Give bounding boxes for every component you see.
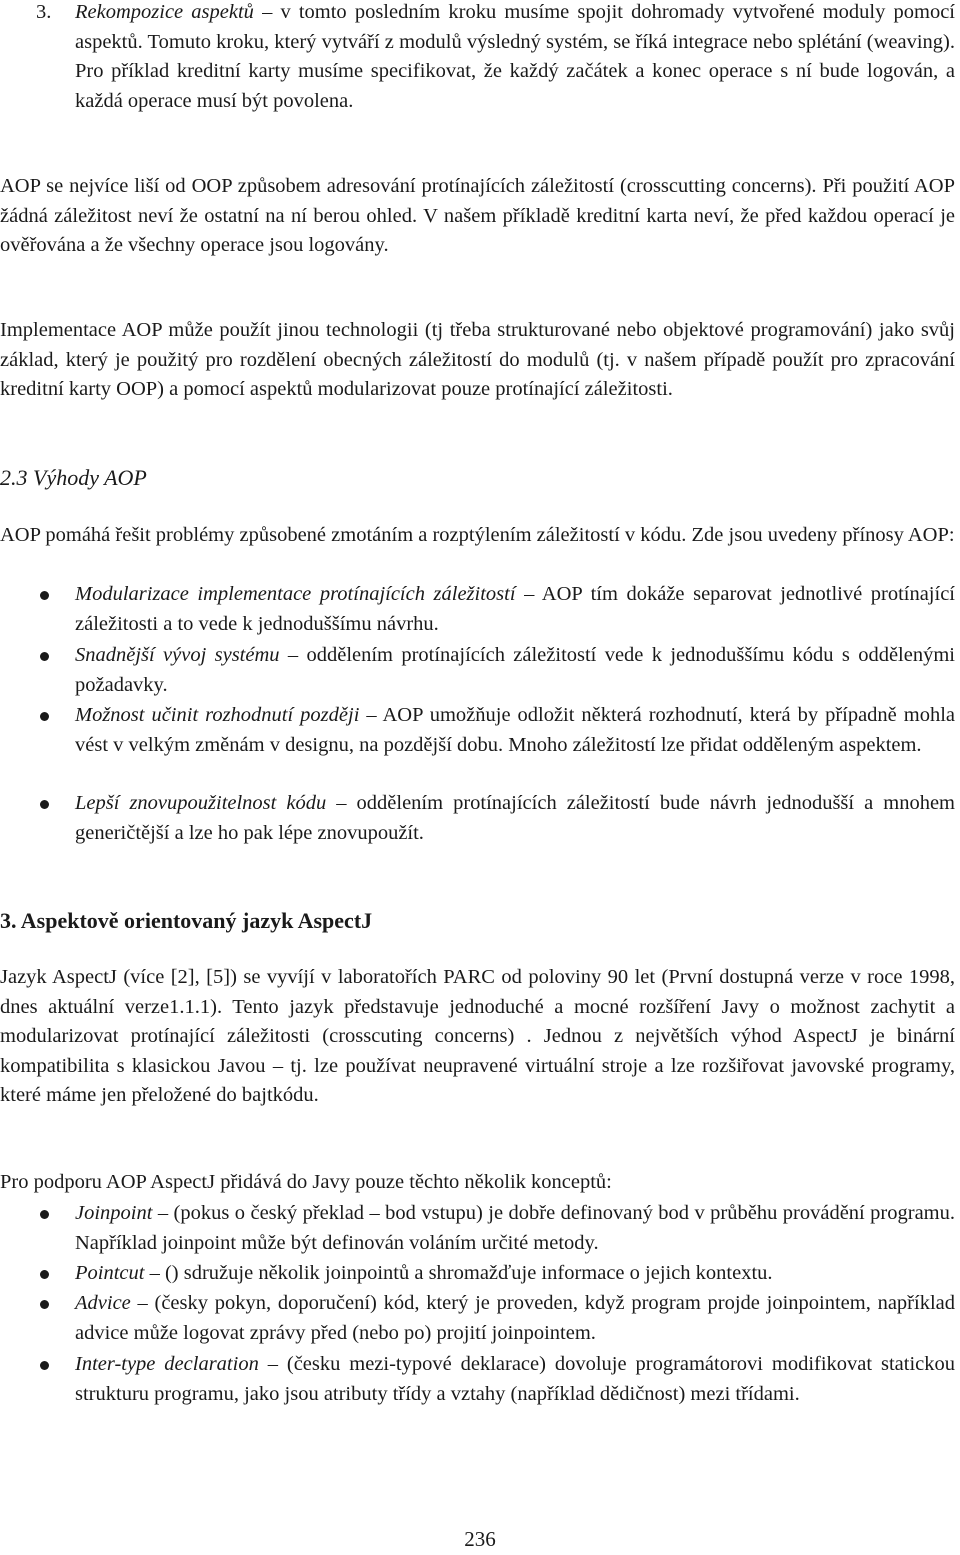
- benefit-term: Možnost učinit rozhodnutí později: [75, 704, 360, 726]
- paragraph-aspectj-concepts-intro: Pro podporu AOP AspectJ přidává do Javy pouze těchto několik konceptů:: [0, 1171, 612, 1193]
- concept-text: [75, 1289, 955, 1348]
- concept-description: – () sdružuje několik joinpointů a shromažďuje informace o jejich kontextu.: [144, 1262, 773, 1284]
- concept-description: – (pokus o český překlad – bod vstupu) je dobře definovaný bod v průběhu provádění programu. Například joinpoint může být definován voláním určité metody.: [75, 1202, 955, 1254]
- benefit-text: [75, 789, 955, 848]
- bullet-icon: [40, 1210, 49, 1219]
- benefit-term: Snadnější vývoj systému: [75, 644, 280, 666]
- bullet-icon: [40, 712, 49, 721]
- benefit-description: – oddělením protínajících záležitostí vede k jednoduššímu kódu s oddělenými požadavky.: [75, 644, 955, 696]
- item-number: 3.: [36, 1, 52, 23]
- benefit-description: – AOP tím dokáže separovat jednotlivé protínající záležitosti a to vede k jednoduššímu návrhu.: [75, 583, 955, 635]
- bullet-icon: [40, 1361, 49, 1370]
- section-heading-3: 3. Aspektově orientovaný jazyk AspectJ: [0, 908, 373, 933]
- benefit-text: [75, 641, 955, 700]
- paragraph-aop-implementation: Implementace AOP může použít jinou technologii (tj třeba strukturované nebo objektové programování) jako svůj základ, který je použitý pro rozdělení obecných záležitostí do modulů (tj. v našem případě použít pro zpracování kreditní karty OOP) a pomocí aspektů modularizovat pouze protínající záležitosti.: [0, 319, 955, 400]
- paragraph-aop-vs-oop: AOP se nejvíce liší od OOP způsobem adresování protínajících záležitostí (crosscutting concerns). Při použití AOP žádná záležitost neví že ostatní na ní berou ohled. V našem příkladě kreditní karta neví, že před každou operací je ověřována a že všechny operace jsou logovány.: [0, 175, 955, 256]
- benefit-text: [75, 580, 955, 639]
- bullet-icon: [40, 800, 49, 809]
- paragraph-aop-benefits-intro: AOP pomáhá řešit problémy způsobené zmotáním a rozptýlením záležitostí v kódu. Zde jsou uvedeny přínosy AOP:: [0, 524, 955, 546]
- bullet-icon: [40, 1300, 49, 1309]
- bullet-icon: [40, 652, 49, 661]
- paragraph-aspectj: Jazyk AspectJ (více [2], [5]) se vyvíjí v laboratořích PARC od poloviny 90 let (První dostupná verze v roce 1998, dnes aktuální verze1.1.1). Tento jazyk představuje jednoduché a mocné rozšíření Javy o možnost zachytit a modularizovat protínající záležitosti (crosscuting concerns) . Jednou z největších výhod AspectJ je binární kompatibilita s klasickou Javou – tj. lze používat neupravené virtuální stroje a lze rozšiřovat javovské programy, které máme jen přeložené do bajtkódu.: [0, 966, 955, 1106]
- bullet-icon: [40, 591, 49, 600]
- item-3-term: Rekompozice aspektů: [75, 1, 254, 23]
- concept-term: Inter-type declaration: [75, 1353, 259, 1375]
- bullet-icon: [40, 1270, 49, 1279]
- concept-term: Joinpoint: [75, 1202, 153, 1224]
- item-3-text: [75, 0, 955, 116]
- concept-text: [75, 1199, 955, 1258]
- concept-description: – (česky pokyn, doporučení) kód, který je proveden, když program projde joinpointem, například advice může logovat zprávy před (nebo po) projití joinpointem.: [75, 1292, 955, 1344]
- benefit-description: – AOP umožňuje odložit některá rozhodnutí, která by případně mohla vést v velkým změnám v designu, na pozdější dobu. Mnoho záležitostí lze přidat odděleným aspektem.: [75, 704, 955, 756]
- item-3-body: – v tomto posledním kroku musíme spojit dohromady vytvořené moduly pomocí aspektů. Tomuto kroku, který vytváří z modulů výsledný systém, se říká integrace nebo splétání (weaving). Pro příklad kreditní karty musíme specifikovat, že každý začátek a konec operace s ní bude logován, a každá operace musí být povolena.: [75, 1, 955, 112]
- benefit-term: Lepší znovupoužitelnost kódu: [75, 792, 327, 814]
- concept-description: – (česku mezi-typové deklarace) dovoluje programátorovi modifikovat statickou strukturu programu, jako jsou atributy třídy a vztahy (například dědičnost) mezi třídami.: [75, 1353, 956, 1405]
- benefit-text: [75, 701, 955, 760]
- section-heading-2-3: 2.3 Výhody AOP: [0, 465, 147, 490]
- benefit-description: – oddělením protínajících záležitostí bude návrh jednodušší a mnohem generičtější a lze ho pak lépe znovupoužít.: [75, 792, 955, 844]
- page-number: 236: [464, 1527, 496, 1551]
- concept-term: Advice: [75, 1292, 131, 1314]
- concept-text: [75, 1350, 955, 1409]
- concept-term: Pointcut: [75, 1262, 145, 1284]
- concept-text: [75, 1259, 955, 1289]
- benefit-term: Modularizace implementace protínajících záležitostí: [75, 583, 516, 605]
